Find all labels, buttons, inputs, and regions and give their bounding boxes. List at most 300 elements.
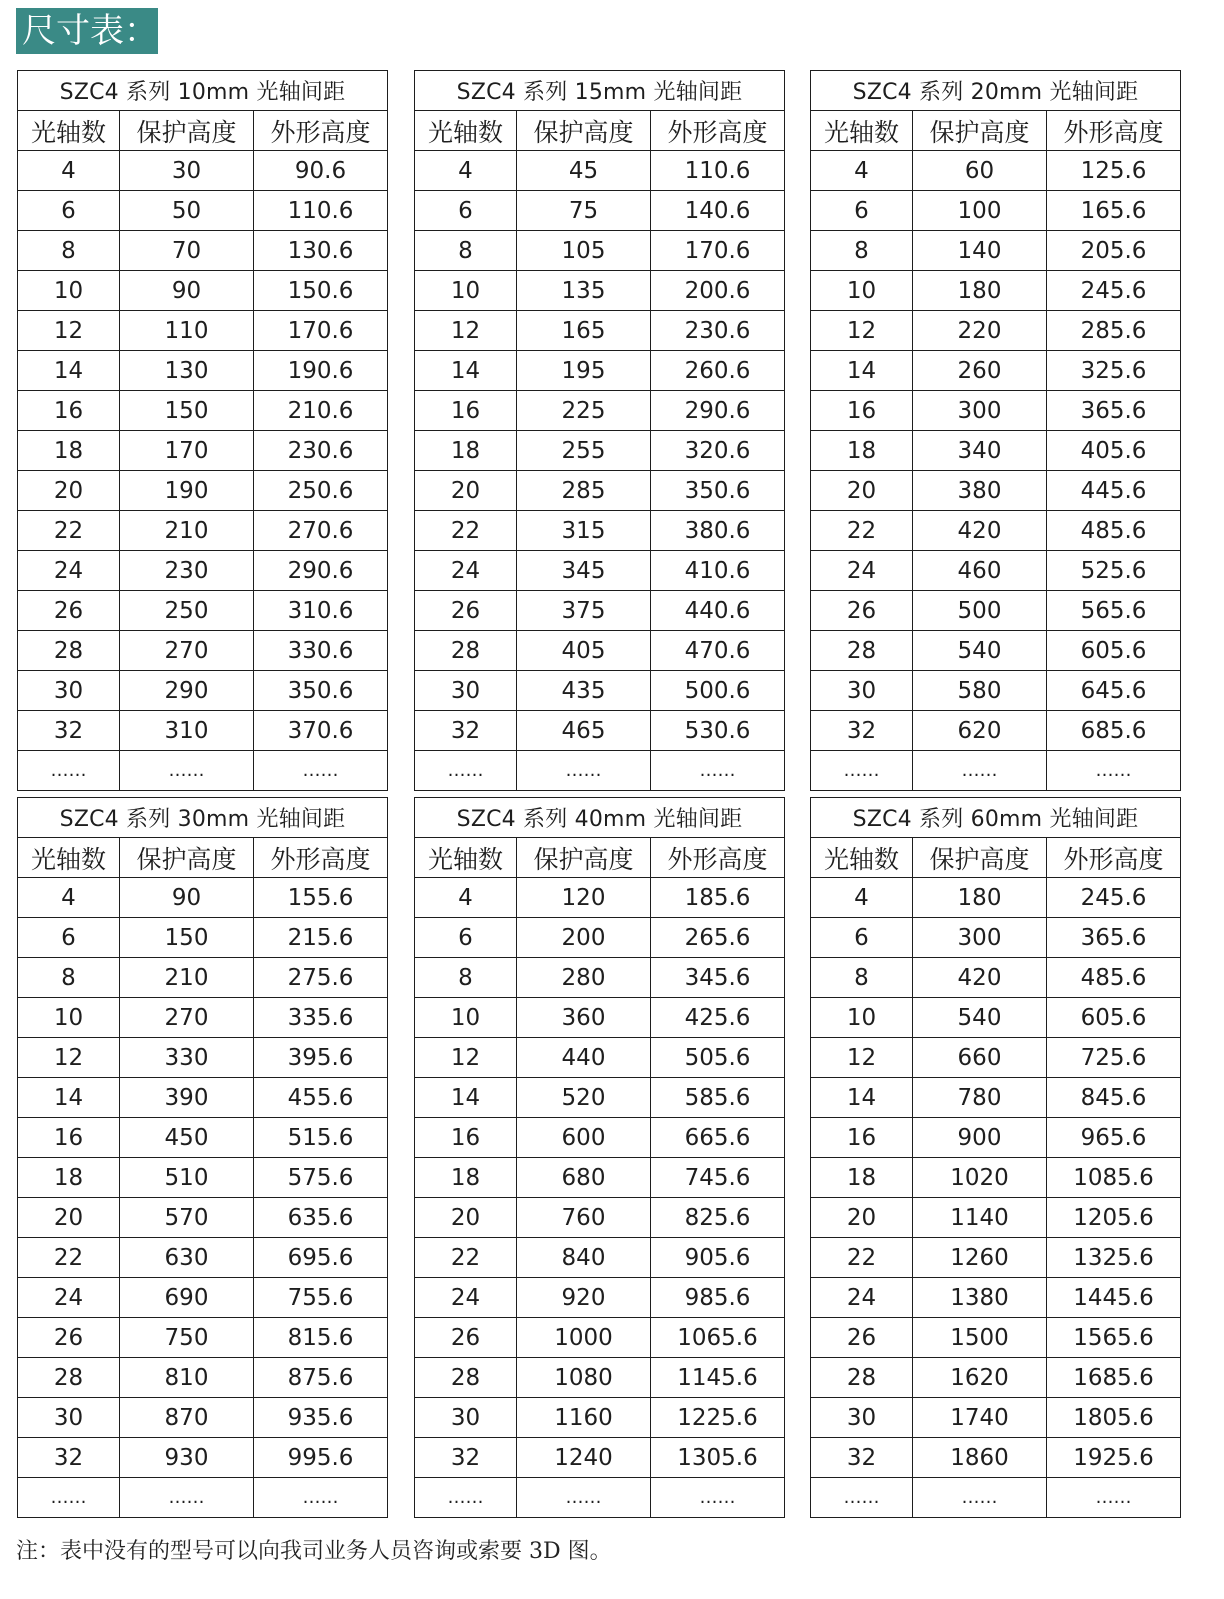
table-row — [18, 271, 388, 311]
table-cell: 32 — [415, 711, 517, 751]
table-cell: 110 — [120, 311, 254, 351]
table-cell: 6 — [18, 918, 120, 958]
table-cell: 110.6 — [254, 191, 388, 231]
table-cell: 245.6 — [1047, 271, 1181, 311]
table-cell: 26 — [415, 591, 517, 631]
table-cell: 20 — [811, 1198, 913, 1238]
column-header: 外形高度 — [254, 838, 388, 878]
table-cell: 1020 — [913, 1158, 1047, 1198]
table-cell: 190 — [120, 471, 254, 511]
table-row — [811, 351, 1181, 391]
table-cell: 405 — [517, 631, 651, 671]
table-cell: 845.6 — [1047, 1078, 1181, 1118]
table-cell: 14 — [18, 351, 120, 391]
table-cell: 24 — [415, 551, 517, 591]
table-cell: 330.6 — [254, 631, 388, 671]
table-row — [811, 1078, 1181, 1118]
table-title-row — [18, 71, 388, 111]
size-table — [414, 70, 785, 791]
table-cell: 20 — [811, 471, 913, 511]
table-cell: 665.6 — [651, 1118, 785, 1158]
table-cell: 310.6 — [254, 591, 388, 631]
table-row — [18, 998, 388, 1038]
table-cell: 750 — [120, 1318, 254, 1358]
table-cell: 24 — [18, 551, 120, 591]
table-cell: 140.6 — [651, 191, 785, 231]
table-cell: 180 — [913, 271, 1047, 311]
table-cell: 32 — [415, 1438, 517, 1478]
table-cell: 300 — [913, 391, 1047, 431]
table-cell: 130.6 — [254, 231, 388, 271]
table-cell: 4 — [415, 878, 517, 918]
table-title: SZC4 系列 15mm 光轴间距 — [415, 71, 785, 111]
table-cell: 4 — [811, 878, 913, 918]
table-row — [811, 998, 1181, 1038]
table-cell: 285 — [517, 471, 651, 511]
table-title-row — [415, 798, 785, 838]
table-row — [18, 1278, 388, 1318]
table-cell: 350.6 — [651, 471, 785, 511]
table-row — [415, 231, 785, 271]
table-cell: 1325.6 — [1047, 1238, 1181, 1278]
table-cell: 4 — [415, 151, 517, 191]
table-cell: 100 — [913, 191, 1047, 231]
table-cell: 32 — [811, 1438, 913, 1478]
table-cell: 4 — [18, 151, 120, 191]
table-cell: 16 — [811, 1118, 913, 1158]
table-cell: 1925.6 — [1047, 1438, 1181, 1478]
table-row — [811, 471, 1181, 511]
table-cell: 26 — [811, 591, 913, 631]
table-row — [415, 391, 785, 431]
table-row — [18, 918, 388, 958]
table-row — [18, 1398, 388, 1438]
table-cell: 18 — [18, 431, 120, 471]
table-cell: 12 — [18, 1038, 120, 1078]
table-cell: 26 — [18, 591, 120, 631]
table-cell: 335.6 — [254, 998, 388, 1038]
table-cell: 270 — [120, 631, 254, 671]
table-cell: 505.6 — [651, 1038, 785, 1078]
table-cell: 360 — [517, 998, 651, 1038]
table-cell: 1160 — [517, 1398, 651, 1438]
table-cell: 965.6 — [1047, 1118, 1181, 1158]
table-cell: 325.6 — [1047, 351, 1181, 391]
table-row — [415, 1198, 785, 1238]
table-row — [18, 1078, 388, 1118]
table-cell: 8 — [811, 231, 913, 271]
table-cell: 985.6 — [651, 1278, 785, 1318]
table-cell: 28 — [415, 1358, 517, 1398]
table-cell: 380.6 — [651, 511, 785, 551]
table-row — [811, 1398, 1181, 1438]
table-row — [18, 311, 388, 351]
table-cell: 18 — [415, 431, 517, 471]
table-cell: 28 — [415, 631, 517, 671]
table-cell: 1145.6 — [651, 1358, 785, 1398]
table-cell: 22 — [18, 1238, 120, 1278]
table-row — [18, 591, 388, 631]
table-row — [811, 311, 1181, 351]
table-cell: 10 — [415, 998, 517, 1038]
table-cell: 200 — [517, 918, 651, 958]
table-row — [811, 511, 1181, 551]
table-cell: 345 — [517, 551, 651, 591]
table-cell: 635.6 — [254, 1198, 388, 1238]
table-cell: 570 — [120, 1198, 254, 1238]
table-cell: 370.6 — [254, 711, 388, 751]
table-cell: 26 — [811, 1318, 913, 1358]
table-cell: 12 — [415, 311, 517, 351]
table-cell: 26 — [415, 1318, 517, 1358]
column-header: 光轴数 — [415, 111, 517, 151]
table-cell: 170.6 — [651, 231, 785, 271]
table-cell: 1565.6 — [1047, 1318, 1181, 1358]
table-cell: 24 — [811, 1278, 913, 1318]
table-cell: 1805.6 — [1047, 1398, 1181, 1438]
table-cell: 875.6 — [254, 1358, 388, 1398]
column-header: 光轴数 — [811, 838, 913, 878]
table-cell: 120 — [517, 878, 651, 918]
ellipsis-cell: …… — [1047, 1478, 1181, 1518]
table-cell: 16 — [18, 391, 120, 431]
table-row — [18, 551, 388, 591]
table-cell: 32 — [18, 1438, 120, 1478]
table-cell: 445.6 — [1047, 471, 1181, 511]
table-cell: 310 — [120, 711, 254, 751]
table-header-row — [18, 838, 388, 878]
page-title — [16, 8, 158, 54]
table-cell: 60 — [913, 151, 1047, 191]
table-cell: 275.6 — [254, 958, 388, 998]
table-row — [18, 351, 388, 391]
table-row — [18, 711, 388, 751]
table-row — [415, 1278, 785, 1318]
ellipsis-cell: …… — [913, 1478, 1047, 1518]
table-cell: 30 — [811, 671, 913, 711]
table-cell: 1445.6 — [1047, 1278, 1181, 1318]
column-header: 外形高度 — [1047, 111, 1181, 151]
table-cell: 645.6 — [1047, 671, 1181, 711]
ellipsis-cell: …… — [913, 751, 1047, 791]
table-cell: 90 — [120, 271, 254, 311]
table-row — [18, 471, 388, 511]
column-header: 外形高度 — [254, 111, 388, 151]
table-cell: 155.6 — [254, 878, 388, 918]
table-cell: 345.6 — [651, 958, 785, 998]
table-cell: 18 — [811, 1158, 913, 1198]
table-cell: 110.6 — [651, 151, 785, 191]
table-cell: 1380 — [913, 1278, 1047, 1318]
table-cell: 30 — [18, 671, 120, 711]
table-cell: 165.6 — [1047, 191, 1181, 231]
table-cell: 50 — [120, 191, 254, 231]
table-cell: 10 — [415, 271, 517, 311]
table-cell: 725.6 — [1047, 1038, 1181, 1078]
column-header: 光轴数 — [18, 111, 120, 151]
table-row — [415, 1318, 785, 1358]
table-cell: 685.6 — [1047, 711, 1181, 751]
table-cell: 10 — [811, 998, 913, 1038]
column-header: 保护高度 — [120, 111, 254, 151]
table-cell: 525.6 — [1047, 551, 1181, 591]
table-row — [415, 191, 785, 231]
table-row — [811, 1358, 1181, 1398]
table-cell: 460 — [913, 551, 1047, 591]
table-cell: 1205.6 — [1047, 1198, 1181, 1238]
ellipsis-cell: …… — [517, 751, 651, 791]
table-cell: 4 — [811, 151, 913, 191]
table-row — [811, 918, 1181, 958]
table-cell: 150 — [120, 918, 254, 958]
table-cell: 24 — [415, 1278, 517, 1318]
table-cell: 14 — [415, 1078, 517, 1118]
table-row — [811, 1198, 1181, 1238]
table-cell: 20 — [415, 471, 517, 511]
table-cell: 330 — [120, 1038, 254, 1078]
table-row — [18, 1118, 388, 1158]
column-header: 保护高度 — [120, 838, 254, 878]
table-title-row — [18, 798, 388, 838]
table-cell: 285.6 — [1047, 311, 1181, 351]
table-row — [18, 391, 388, 431]
table-cell: 540 — [913, 998, 1047, 1038]
table-cell: 210 — [120, 958, 254, 998]
table-ellipsis-row — [811, 751, 1181, 791]
table-row — [18, 511, 388, 551]
table-cell: 6 — [811, 918, 913, 958]
table-cell: 225 — [517, 391, 651, 431]
table-title: SZC4 系列 60mm 光轴间距 — [811, 798, 1181, 838]
table-row — [415, 511, 785, 551]
table-header-row — [811, 111, 1181, 151]
table-cell: 455.6 — [254, 1078, 388, 1118]
table-title: SZC4 系列 30mm 光轴间距 — [18, 798, 388, 838]
table-cell: 30 — [415, 1398, 517, 1438]
column-header: 光轴数 — [415, 838, 517, 878]
table-cell: 105 — [517, 231, 651, 271]
table-cell: 70 — [120, 231, 254, 271]
table-cell: 20 — [18, 1198, 120, 1238]
table-ellipsis-row — [18, 1478, 388, 1518]
table-cell: 440 — [517, 1038, 651, 1078]
table-cell: 205.6 — [1047, 231, 1181, 271]
ellipsis-cell: …… — [120, 751, 254, 791]
table-title-row — [415, 71, 785, 111]
table-cell: 140 — [913, 231, 1047, 271]
ellipsis-cell: …… — [517, 1478, 651, 1518]
table-row — [18, 1318, 388, 1358]
table-title: SZC4 系列 40mm 光轴间距 — [415, 798, 785, 838]
ellipsis-cell: …… — [18, 1478, 120, 1518]
table-row — [811, 231, 1181, 271]
table-cell: 180 — [913, 878, 1047, 918]
ellipsis-cell: …… — [651, 751, 785, 791]
size-table — [810, 797, 1181, 1518]
table-cell: 230 — [120, 551, 254, 591]
table-cell: 1000 — [517, 1318, 651, 1358]
size-table — [17, 797, 388, 1518]
table-cell: 16 — [811, 391, 913, 431]
table-cell: 300 — [913, 918, 1047, 958]
table-cell: 380 — [913, 471, 1047, 511]
table-cell: 260 — [913, 351, 1047, 391]
table-cell: 365.6 — [1047, 918, 1181, 958]
table-cell: 6 — [415, 191, 517, 231]
table-cell: 185.6 — [651, 878, 785, 918]
table-cell: 32 — [811, 711, 913, 751]
table-cell: 540 — [913, 631, 1047, 671]
table-cell: 1085.6 — [1047, 1158, 1181, 1198]
table-cell: 195 — [517, 351, 651, 391]
table-cell: 1500 — [913, 1318, 1047, 1358]
table-row — [811, 151, 1181, 191]
table-cell: 410.6 — [651, 551, 785, 591]
table-row — [811, 591, 1181, 631]
table-cell: 1740 — [913, 1398, 1047, 1438]
table-cell: 8 — [18, 958, 120, 998]
table-cell: 45 — [517, 151, 651, 191]
table-cell: 4 — [18, 878, 120, 918]
column-header: 保护高度 — [913, 838, 1047, 878]
table-title-row — [811, 798, 1181, 838]
table-cell: 565.6 — [1047, 591, 1181, 631]
size-table — [17, 70, 388, 791]
table-cell: 995.6 — [254, 1438, 388, 1478]
table-cell: 620 — [913, 711, 1047, 751]
table-cell: 745.6 — [651, 1158, 785, 1198]
table-cell: 760 — [517, 1198, 651, 1238]
ellipsis-cell: …… — [120, 1478, 254, 1518]
table-cell: 22 — [415, 1238, 517, 1278]
table-ellipsis-row — [811, 1478, 1181, 1518]
column-header: 光轴数 — [811, 111, 913, 151]
table-header-row — [811, 838, 1181, 878]
table-row — [811, 1318, 1181, 1358]
size-table — [414, 797, 785, 1518]
table-row — [811, 191, 1181, 231]
table-cell: 320.6 — [651, 431, 785, 471]
table-cell: 18 — [415, 1158, 517, 1198]
table-row — [18, 878, 388, 918]
table-cell: 200.6 — [651, 271, 785, 311]
table-row — [811, 631, 1181, 671]
table-cell: 680 — [517, 1158, 651, 1198]
table-row — [811, 958, 1181, 998]
table-cell: 30 — [18, 1398, 120, 1438]
table-cell: 390 — [120, 1078, 254, 1118]
table-cell: 630 — [120, 1238, 254, 1278]
table-cell: 440.6 — [651, 591, 785, 631]
table-cell: 500.6 — [651, 671, 785, 711]
table-cell: 215.6 — [254, 918, 388, 958]
table-row — [811, 711, 1181, 751]
table-cell: 10 — [18, 998, 120, 1038]
table-row — [18, 1158, 388, 1198]
table-cell: 165 — [517, 311, 651, 351]
table-title-row — [811, 71, 1181, 111]
table-cell: 810 — [120, 1358, 254, 1398]
table-cell: 12 — [811, 311, 913, 351]
ellipsis-cell: …… — [811, 1478, 913, 1518]
table-row — [415, 1038, 785, 1078]
table-row — [415, 878, 785, 918]
table-cell: 150 — [120, 391, 254, 431]
table-row — [415, 1238, 785, 1278]
table-row — [415, 631, 785, 671]
column-header: 保护高度 — [517, 838, 651, 878]
column-header: 保护高度 — [913, 111, 1047, 151]
table-cell: 395.6 — [254, 1038, 388, 1078]
table-cell: 530.6 — [651, 711, 785, 751]
table-cell: 605.6 — [1047, 631, 1181, 671]
table-cell: 230.6 — [254, 431, 388, 471]
table-row — [811, 671, 1181, 711]
ellipsis-cell: …… — [415, 1478, 517, 1518]
table-cell: 290.6 — [254, 551, 388, 591]
table-cell: 265.6 — [651, 918, 785, 958]
table-cell: 90 — [120, 878, 254, 918]
table-row — [415, 151, 785, 191]
table-row — [18, 1238, 388, 1278]
table-cell: 12 — [18, 311, 120, 351]
table-cell: 16 — [415, 1118, 517, 1158]
table-cell: 18 — [18, 1158, 120, 1198]
size-table — [810, 70, 1181, 791]
table-cell: 12 — [811, 1038, 913, 1078]
table-row — [811, 551, 1181, 591]
table-cell: 30 — [811, 1398, 913, 1438]
table-row — [18, 191, 388, 231]
table-row — [415, 591, 785, 631]
table-cell: 1225.6 — [651, 1398, 785, 1438]
table-cell: 1685.6 — [1047, 1358, 1181, 1398]
table-row — [18, 671, 388, 711]
table-row — [811, 1038, 1181, 1078]
table-cell: 245.6 — [1047, 878, 1181, 918]
table-ellipsis-row — [415, 1478, 785, 1518]
table-row — [415, 351, 785, 391]
table-cell: 24 — [811, 551, 913, 591]
table-row — [415, 711, 785, 751]
table-cell: 10 — [18, 271, 120, 311]
table-cell: 22 — [811, 511, 913, 551]
table-cell: 270 — [120, 998, 254, 1038]
table-cell: 585.6 — [651, 1078, 785, 1118]
table-cell: 32 — [18, 711, 120, 751]
table-row — [18, 1438, 388, 1478]
table-cell: 520 — [517, 1078, 651, 1118]
table-cell: 905.6 — [651, 1238, 785, 1278]
page-title-text: 尺寸表： — [22, 11, 158, 51]
table-row — [811, 1158, 1181, 1198]
table-cell: 405.6 — [1047, 431, 1181, 471]
table-header-row — [415, 111, 785, 151]
table-row — [811, 1118, 1181, 1158]
table-row — [18, 1358, 388, 1398]
table-row — [415, 918, 785, 958]
footnote: 注：表中没有的型号可以向我司业务人员咨询或索要 3D 图。 — [16, 1539, 612, 1564]
table-cell: 270.6 — [254, 511, 388, 551]
table-cell: 425.6 — [651, 998, 785, 1038]
table-cell: 930 — [120, 1438, 254, 1478]
table-row — [18, 1198, 388, 1238]
table-cell: 22 — [415, 511, 517, 551]
table-row — [415, 1358, 785, 1398]
table-cell: 8 — [811, 958, 913, 998]
column-header: 外形高度 — [1047, 838, 1181, 878]
table-cell: 20 — [18, 471, 120, 511]
